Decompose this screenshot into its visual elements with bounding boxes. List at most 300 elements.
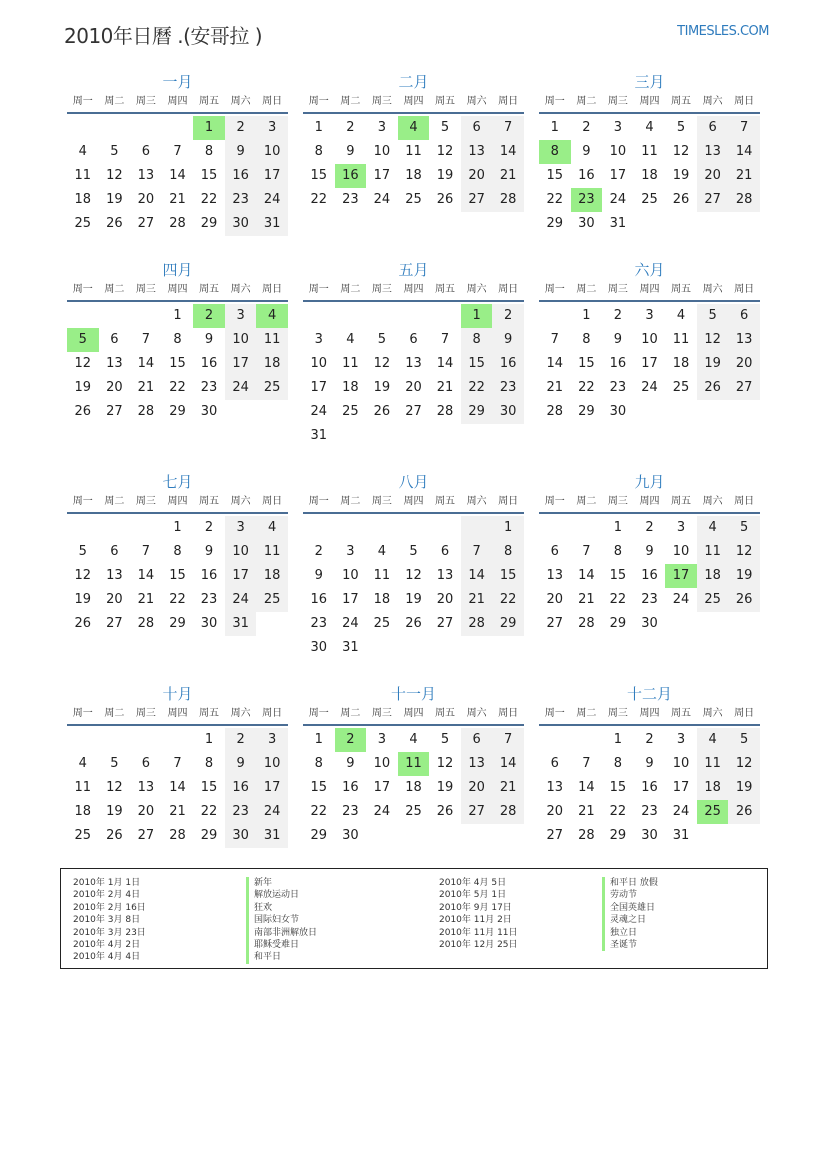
day-cell[interactable]: 13 [106,356,123,371]
day-cell[interactable]: 9 [204,544,214,559]
day-cell[interactable]: 20 [697,164,729,188]
day-cell[interactable]: 5 [676,120,686,135]
day-cell[interactable]: 10 [225,540,257,564]
day-cell[interactable]: 3 [377,120,387,135]
day-cell[interactable]: 27 [106,616,123,631]
day-cell[interactable]: 8 [314,756,323,771]
day-cell[interactable]: 12 [106,168,123,183]
day-cell[interactable]: 3 [676,520,686,535]
day-cell[interactable]: 31 [342,640,359,655]
day-cell[interactable]: 4 [697,728,729,752]
day-cell[interactable]: 22 [546,192,564,207]
day-cell[interactable]: 21 [728,164,760,188]
day-cell[interactable]: 8 [613,544,623,559]
day-cell[interactable]: 1 [582,308,591,323]
day-cell[interactable]: 13 [728,328,760,352]
day-cell[interactable]: 20 [436,592,454,607]
day-cell[interactable]: 23 [200,380,218,395]
day-cell[interactable]: 5 [697,304,729,328]
day-cell[interactable]: 9 [645,544,654,559]
day-cell[interactable]: 15 [200,168,218,183]
day-cell[interactable]: 7 [728,116,760,140]
day-cell[interactable]: 6 [409,332,418,347]
day-cell[interactable]: 11 [398,752,430,776]
day-cell[interactable]: 4 [256,304,288,328]
day-cell[interactable]: 7 [141,332,151,347]
day-cell[interactable]: 3 [225,516,257,540]
day-cell[interactable]: 13 [436,568,454,583]
day-cell[interactable]: 8 [204,756,214,771]
day-cell[interactable]: 30 [225,212,257,236]
day-cell[interactable]: 23 [609,380,627,395]
day-cell[interactable]: 10 [373,756,391,771]
day-cell[interactable]: 25 [256,376,288,400]
day-cell[interactable]: 14 [728,140,760,164]
day-cell[interactable]: 2 [645,520,654,535]
day-cell[interactable]: 21 [492,776,524,800]
day-cell[interactable]: 29 [546,216,564,231]
day-cell[interactable]: 21 [546,380,564,395]
day-cell[interactable]: 3 [377,732,387,747]
day-cell[interactable]: 12 [697,328,729,352]
day-cell[interactable]: 19 [74,592,92,607]
day-cell[interactable]: 31 [225,612,257,636]
day-cell[interactable]: 28 [546,404,564,419]
day-cell[interactable]: 8 [173,544,182,559]
day-cell[interactable]: 28 [728,188,760,212]
day-cell[interactable]: 16 [609,356,627,371]
day-cell[interactable]: 7 [582,756,591,771]
day-cell[interactable]: 16 [225,164,257,188]
day-cell[interactable]: 22 [169,592,186,607]
day-cell[interactable]: 13 [137,780,155,795]
day-cell[interactable]: 19 [74,380,92,395]
day-cell[interactable]: 16 [335,164,367,188]
day-cell[interactable]: 30 [609,404,627,419]
day-cell[interactable]: 29 [169,616,186,631]
day-cell[interactable]: 1 [314,120,323,135]
day-cell[interactable]: 25 [373,616,391,631]
day-cell[interactable]: 8 [314,144,323,159]
day-cell[interactable]: 12 [728,752,760,776]
day-cell[interactable]: 20 [461,164,493,188]
day-cell[interactable]: 31 [256,824,288,848]
day-cell[interactable]: 16 [492,352,524,376]
day-cell[interactable]: 30 [225,824,257,848]
day-cell[interactable]: 19 [373,380,391,395]
day-cell[interactable]: 18 [256,564,288,588]
day-cell[interactable]: 18 [342,380,359,395]
day-cell[interactable]: 17 [373,780,391,795]
day-cell[interactable]: 9 [582,144,591,159]
day-cell[interactable]: 26 [74,616,92,631]
day-cell[interactable]: 3 [676,732,686,747]
day-cell[interactable]: 10 [256,752,288,776]
day-cell[interactable]: 28 [492,188,524,212]
day-cell[interactable]: 6 [440,544,450,559]
day-cell[interactable]: 5 [440,732,450,747]
day-cell[interactable]: 12 [728,540,760,564]
day-cell[interactable]: 30 [641,828,658,843]
day-cell[interactable]: 7 [141,544,151,559]
day-cell[interactable]: 1 [492,516,524,540]
day-cell[interactable]: 10 [641,332,658,347]
day-cell[interactable]: 3 [256,116,288,140]
day-cell[interactable]: 17 [665,564,697,588]
day-cell[interactable]: 26 [74,404,92,419]
day-cell[interactable]: 26 [405,616,422,631]
day-cell[interactable]: 2 [335,728,367,752]
day-cell[interactable]: 2 [204,520,214,535]
day-cell[interactable]: 23 [342,804,359,819]
day-cell[interactable]: 17 [641,356,658,371]
day-cell[interactable]: 21 [578,804,595,819]
day-cell[interactable]: 11 [74,780,92,795]
day-cell[interactable]: 10 [256,140,288,164]
day-cell[interactable]: 30 [578,216,595,231]
day-cell[interactable]: 15 [578,356,595,371]
day-cell[interactable]: 28 [436,404,454,419]
day-cell[interactable]: 25 [697,588,729,612]
day-cell[interactable]: 23 [225,188,257,212]
day-cell[interactable]: 2 [225,116,257,140]
day-cell[interactable]: 17 [225,564,257,588]
day-cell[interactable]: 16 [641,568,658,583]
day-cell[interactable]: 1 [613,732,623,747]
day-cell[interactable]: 23 [641,592,658,607]
day-cell[interactable]: 9 [346,756,355,771]
day-cell[interactable]: 17 [256,776,288,800]
day-cell[interactable]: 16 [641,780,658,795]
day-cell[interactable]: 26 [728,800,760,824]
day-cell[interactable]: 25 [405,804,422,819]
day-cell[interactable]: 10 [672,756,690,771]
day-cell[interactable]: 30 [310,640,328,655]
day-cell[interactable]: 27 [728,376,760,400]
day-cell[interactable]: 19 [728,564,760,588]
day-cell[interactable]: 9 [492,328,524,352]
day-cell[interactable]: 21 [169,192,186,207]
day-cell[interactable]: 6 [461,728,493,752]
day-cell[interactable]: 3 [613,120,623,135]
day-cell[interactable]: 15 [310,780,328,795]
day-cell[interactable]: 5 [67,328,99,352]
day-cell[interactable]: 3 [256,728,288,752]
day-cell[interactable]: 16 [200,568,218,583]
day-cell[interactable]: 13 [697,140,729,164]
day-cell[interactable]: 20 [137,804,155,819]
day-cell[interactable]: 7 [492,728,524,752]
day-cell[interactable]: 27 [436,616,454,631]
day-cell[interactable]: 12 [405,568,422,583]
day-cell[interactable]: 1 [173,520,182,535]
day-cell[interactable]: 19 [106,192,123,207]
day-cell[interactable]: 31 [672,828,690,843]
day-cell[interactable]: 19 [106,804,123,819]
day-cell[interactable]: 29 [461,400,493,424]
day-cell[interactable]: 24 [256,188,288,212]
day-cell[interactable]: 27 [697,188,729,212]
day-cell[interactable]: 21 [436,380,454,395]
day-cell[interactable]: 12 [106,780,123,795]
day-cell[interactable]: 14 [169,780,186,795]
day-cell[interactable]: 25 [74,216,92,231]
day-cell[interactable]: 5 [78,544,87,559]
day-cell[interactable]: 26 [436,192,454,207]
day-cell[interactable]: 11 [256,540,288,564]
day-cell[interactable]: 4 [697,516,729,540]
day-cell[interactable]: 8 [461,328,493,352]
day-cell[interactable]: 5 [728,728,760,752]
day-cell[interactable]: 15 [609,780,627,795]
day-cell[interactable]: 20 [461,776,493,800]
day-cell[interactable]: 16 [578,168,595,183]
day-cell[interactable]: 27 [461,188,493,212]
day-cell[interactable]: 17 [225,352,257,376]
day-cell[interactable]: 22 [310,192,328,207]
day-cell[interactable]: 22 [492,588,524,612]
day-cell[interactable]: 28 [578,616,595,631]
day-cell[interactable]: 20 [137,192,155,207]
day-cell[interactable]: 11 [342,356,359,371]
day-cell[interactable]: 27 [461,800,493,824]
day-cell[interactable]: 15 [461,352,493,376]
day-cell[interactable]: 12 [436,144,454,159]
day-cell[interactable]: 11 [697,752,729,776]
day-cell[interactable]: 31 [256,212,288,236]
day-cell[interactable]: 2 [582,120,591,135]
day-cell[interactable]: 22 [609,804,627,819]
day-cell[interactable]: 8 [173,332,182,347]
day-cell[interactable]: 29 [200,216,218,231]
day-cell[interactable]: 17 [672,780,690,795]
day-cell[interactable]: 1 [550,120,559,135]
day-cell[interactable]: 26 [106,828,123,843]
day-cell[interactable]: 18 [74,192,92,207]
day-cell[interactable]: 19 [672,168,690,183]
day-cell[interactable]: 4 [676,308,686,323]
day-cell[interactable]: 15 [609,568,627,583]
day-cell[interactable]: 2 [346,120,355,135]
day-cell[interactable]: 19 [697,352,729,376]
day-cell[interactable]: 22 [310,804,328,819]
day-cell[interactable]: 10 [342,568,359,583]
day-cell[interactable]: 28 [169,216,186,231]
day-cell[interactable]: 28 [137,616,155,631]
day-cell[interactable]: 2 [193,304,225,328]
day-cell[interactable]: 8 [204,144,214,159]
day-cell[interactable]: 18 [74,804,92,819]
day-cell[interactable]: 4 [346,332,355,347]
day-cell[interactable]: 6 [550,544,559,559]
day-cell[interactable]: 25 [641,192,658,207]
day-cell[interactable]: 3 [225,304,257,328]
day-cell[interactable]: 10 [310,356,328,371]
day-cell[interactable]: 2 [492,304,524,328]
day-cell[interactable]: 12 [74,568,92,583]
day-cell[interactable]: 7 [550,332,559,347]
day-cell[interactable]: 5 [110,756,119,771]
day-cell[interactable]: 12 [436,756,454,771]
day-cell[interactable]: 1 [613,520,623,535]
day-cell[interactable]: 22 [609,592,627,607]
day-cell[interactable]: 29 [200,828,218,843]
day-cell[interactable]: 27 [137,828,155,843]
day-cell[interactable]: 7 [461,540,493,564]
day-cell[interactable]: 30 [342,828,359,843]
day-cell[interactable]: 10 [609,144,627,159]
day-cell[interactable]: 6 [141,756,151,771]
day-cell[interactable]: 18 [405,780,422,795]
day-cell[interactable]: 17 [256,164,288,188]
day-cell[interactable]: 5 [728,516,760,540]
day-cell[interactable]: 18 [641,168,658,183]
day-cell[interactable]: 13 [137,168,155,183]
day-cell[interactable]: 9 [225,752,257,776]
day-cell[interactable]: 26 [436,804,454,819]
day-cell[interactable]: 28 [461,612,493,636]
day-cell[interactable]: 5 [377,332,387,347]
site-brand[interactable]: TIMESLES.COM [677,24,769,39]
day-cell[interactable]: 10 [672,544,690,559]
day-cell[interactable]: 6 [141,144,151,159]
day-cell[interactable]: 1 [193,116,225,140]
day-cell[interactable]: 31 [310,428,328,443]
day-cell[interactable]: 14 [169,168,186,183]
day-cell[interactable]: 15 [169,356,186,371]
day-cell[interactable]: 1 [204,732,214,747]
day-cell[interactable]: 23 [200,592,218,607]
day-cell[interactable]: 19 [436,780,454,795]
day-cell[interactable]: 29 [492,612,524,636]
day-cell[interactable]: 3 [346,544,355,559]
day-cell[interactable]: 26 [728,588,760,612]
day-cell[interactable]: 15 [492,564,524,588]
day-cell[interactable]: 20 [106,592,123,607]
day-cell[interactable]: 29 [310,828,328,843]
day-cell[interactable]: 15 [169,568,186,583]
day-cell[interactable]: 15 [310,168,328,183]
day-cell[interactable]: 3 [314,332,323,347]
day-cell[interactable]: 26 [697,376,729,400]
day-cell[interactable]: 26 [373,404,391,419]
day-cell[interactable]: 18 [697,564,729,588]
day-cell[interactable]: 21 [137,592,155,607]
day-cell[interactable]: 25 [256,588,288,612]
day-cell[interactable]: 27 [546,828,564,843]
day-cell[interactable]: 14 [492,752,524,776]
day-cell[interactable]: 21 [169,804,186,819]
day-cell[interactable]: 19 [436,168,454,183]
day-cell[interactable]: 25 [74,828,92,843]
day-cell[interactable]: 7 [173,756,182,771]
day-cell[interactable]: 4 [377,544,387,559]
day-cell[interactable]: 16 [225,776,257,800]
day-cell[interactable]: 13 [405,356,422,371]
day-cell[interactable]: 9 [645,756,654,771]
day-cell[interactable]: 3 [645,308,654,323]
day-cell[interactable]: 28 [492,800,524,824]
day-cell[interactable]: 8 [582,332,591,347]
day-cell[interactable]: 11 [256,328,288,352]
day-cell[interactable]: 22 [169,380,186,395]
day-cell[interactable]: 24 [310,404,328,419]
day-cell[interactable]: 14 [578,780,595,795]
day-cell[interactable]: 31 [609,216,627,231]
day-cell[interactable]: 9 [346,144,355,159]
day-cell[interactable]: 6 [110,332,119,347]
day-cell[interactable]: 17 [609,168,627,183]
day-cell[interactable]: 30 [641,616,658,631]
day-cell[interactable]: 25 [342,404,359,419]
day-cell[interactable]: 30 [200,404,218,419]
day-cell[interactable]: 27 [546,616,564,631]
day-cell[interactable]: 4 [78,144,87,159]
day-cell[interactable]: 2 [225,728,257,752]
day-cell[interactable]: 11 [405,144,422,159]
day-cell[interactable]: 28 [169,828,186,843]
day-cell[interactable]: 20 [546,592,564,607]
day-cell[interactable]: 24 [342,616,359,631]
day-cell[interactable]: 14 [436,356,454,371]
day-cell[interactable]: 9 [204,332,214,347]
day-cell[interactable]: 22 [200,804,218,819]
day-cell[interactable]: 6 [461,116,493,140]
day-cell[interactable]: 24 [225,588,257,612]
day-cell[interactable]: 18 [672,356,690,371]
day-cell[interactable]: 6 [697,116,729,140]
day-cell[interactable]: 20 [546,804,564,819]
day-cell[interactable]: 14 [137,356,155,371]
day-cell[interactable]: 4 [645,120,654,135]
day-cell[interactable]: 29 [609,616,627,631]
day-cell[interactable]: 23 [571,188,603,212]
day-cell[interactable]: 24 [609,192,627,207]
day-cell[interactable]: 11 [641,144,658,159]
day-cell[interactable]: 1 [314,732,323,747]
day-cell[interactable]: 4 [256,516,288,540]
day-cell[interactable]: 13 [546,780,564,795]
day-cell[interactable]: 29 [578,404,595,419]
day-cell[interactable]: 14 [137,568,155,583]
day-cell[interactable]: 16 [310,592,328,607]
day-cell[interactable]: 2 [314,544,323,559]
day-cell[interactable]: 10 [225,328,257,352]
day-cell[interactable]: 11 [672,332,690,347]
day-cell[interactable]: 7 [440,332,450,347]
day-cell[interactable]: 12 [672,144,690,159]
day-cell[interactable]: 28 [578,828,595,843]
day-cell[interactable]: 23 [225,800,257,824]
day-cell[interactable]: 6 [110,544,119,559]
day-cell[interactable]: 13 [546,568,564,583]
day-cell[interactable]: 13 [461,140,493,164]
day-cell[interactable]: 11 [373,568,391,583]
day-cell[interactable]: 15 [200,780,218,795]
day-cell[interactable]: 24 [641,380,658,395]
day-cell[interactable]: 12 [373,356,391,371]
day-cell[interactable]: 20 [106,380,123,395]
day-cell[interactable]: 27 [405,404,422,419]
day-cell[interactable]: 22 [200,192,218,207]
day-cell[interactable]: 9 [225,140,257,164]
day-cell[interactable]: 15 [546,168,564,183]
day-cell[interactable]: 30 [492,400,524,424]
day-cell[interactable]: 18 [256,352,288,376]
day-cell[interactable]: 23 [310,616,328,631]
day-cell[interactable]: 8 [613,756,623,771]
day-cell[interactable]: 24 [672,592,690,607]
